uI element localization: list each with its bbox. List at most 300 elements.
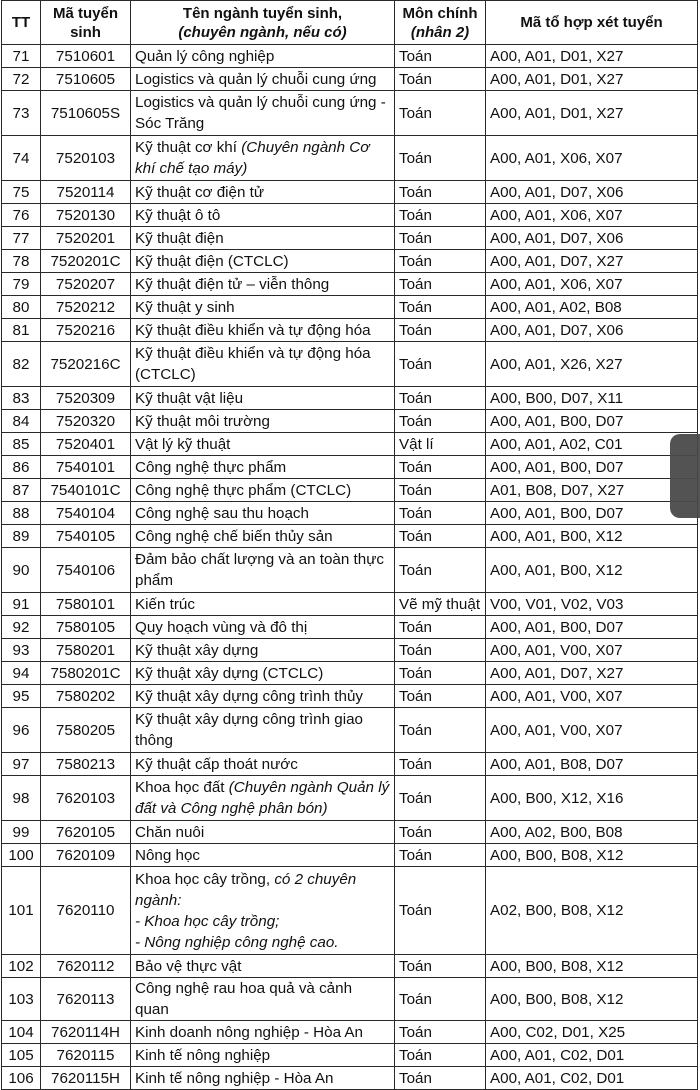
program-name-text: Công nghệ chế biến thủy sản [135, 527, 333, 545]
row-number: 85 [2, 433, 41, 456]
program-name [131, 844, 395, 867]
program-name-line [135, 297, 390, 318]
subject-combinations: A00, A01, A02, C01 [486, 433, 698, 456]
program-name-line [135, 594, 390, 615]
program-name-text: Kỹ thuật môi trường [135, 412, 270, 430]
row-number: 106 [2, 1067, 41, 1090]
table-row [2, 708, 698, 753]
subject-combinations: A00, A01, D07, X27 [486, 250, 698, 273]
admission-code: 7540106 [41, 548, 131, 593]
program-name-line: Sóc Trăng [135, 115, 205, 132]
admission-code: 7580201 [41, 639, 131, 662]
subject-combinations: A00, A01, D07, X06 [486, 227, 698, 250]
main-subject: Vẽ mỹ thuật [395, 593, 486, 616]
program-name [131, 593, 395, 616]
program-name-line [135, 526, 390, 547]
program-name-line: khí chế tạo máy) [135, 160, 248, 177]
subject-combinations: A00, A01, X26, X27 [486, 342, 698, 387]
main-subject: Toán [395, 844, 486, 867]
table-row [2, 250, 698, 273]
program-name-text: Chăn nuôi [135, 823, 205, 841]
program-name-note: (Chuyên ngành Cơ [241, 139, 370, 156]
admission-code: 7620110 [41, 867, 131, 955]
row-number: 105 [2, 1044, 41, 1067]
table-row [2, 91, 698, 136]
header-tt: TT [2, 1, 41, 45]
program-name-line: - Nông nghiệp công nghệ cao. [135, 933, 339, 951]
program-name-text: Công nghệ thực phẩm (CTCLC) [135, 481, 352, 499]
row-number: 84 [2, 410, 41, 433]
admission-code: 7580205 [41, 708, 131, 753]
program-name-text: Kỹ thuật điều khiển và tự động hóa [135, 345, 371, 362]
program-name-line: đất và Công nghệ phân bón) [135, 800, 328, 817]
main-subject: Toán [395, 136, 486, 181]
main-subject: Toán [395, 867, 486, 955]
program-name [131, 68, 395, 91]
main-subject: Toán [395, 685, 486, 708]
program-name [131, 821, 395, 844]
row-number: 101 [2, 867, 41, 955]
program-name-text: Kinh tế nông nghiệp - Hòa An [135, 1069, 334, 1087]
row-number: 104 [2, 1021, 41, 1044]
main-subject: Toán [395, 1021, 486, 1044]
row-number: 92 [2, 616, 41, 639]
program-name-text: Công nghệ thực phẩm [135, 458, 287, 476]
header-code: Mã tuyển sinh [41, 1, 131, 45]
program-name-note: có 2 chuyên [274, 870, 357, 888]
program-name [131, 250, 395, 273]
row-number: 91 [2, 593, 41, 616]
subject-combinations: A01, B08, D07, X27 [486, 479, 698, 502]
admission-code: 7620114H [41, 1021, 131, 1044]
admission-code: 7520216C [41, 342, 131, 387]
admission-code: 7520103 [41, 136, 131, 181]
admission-code: 7580213 [41, 753, 131, 776]
admission-code: 7510605 [41, 68, 131, 91]
main-subject: Toán [395, 319, 486, 342]
row-number: 95 [2, 685, 41, 708]
admission-code: 7620109 [41, 844, 131, 867]
program-name-text: Khoa học cây trồng, [135, 870, 271, 888]
main-subject: Toán [395, 548, 486, 593]
program-name-line [135, 1068, 390, 1089]
table-row [2, 821, 698, 844]
row-number: 78 [2, 250, 41, 273]
program-name-line [135, 69, 390, 90]
main-subject: Toán [395, 296, 486, 319]
admission-code: 7540105 [41, 525, 131, 548]
main-subject: Toán [395, 639, 486, 662]
row-number: 75 [2, 181, 41, 204]
program-name-text: Kỹ thuật điện [135, 229, 224, 247]
program-name [131, 319, 395, 342]
program-name [131, 296, 395, 319]
subject-combinations: A00, A01, B08, D07 [486, 753, 698, 776]
subject-combinations: A00, B00, B08, X12 [486, 978, 698, 1021]
program-name [131, 502, 395, 525]
main-subject: Toán [395, 479, 486, 502]
subject-combinations: A00, B00, B08, X12 [486, 844, 698, 867]
row-number: 93 [2, 639, 41, 662]
row-number: 96 [2, 708, 41, 753]
subject-combinations: A00, A01, V00, X07 [486, 685, 698, 708]
admission-code: 7540104 [41, 502, 131, 525]
main-subject: Toán [395, 708, 486, 753]
subject-combinations: A00, B00, D07, X11 [486, 387, 698, 410]
main-subject: Toán [395, 250, 486, 273]
program-name [131, 227, 395, 250]
row-number: 86 [2, 456, 41, 479]
program-name-text: Kỹ thuật ô tô [135, 206, 221, 224]
table-row [2, 342, 698, 387]
subject-combinations: A00, A01, D07, X27 [486, 662, 698, 685]
admission-code: 7520114 [41, 181, 131, 204]
program-name-text: Kỹ thuật cấp thoát nước [135, 755, 298, 773]
program-name-text: Kiến trúc [135, 595, 195, 613]
program-name-line [135, 663, 390, 684]
admission-code: 7520130 [41, 204, 131, 227]
program-name-line [135, 956, 390, 977]
program-name-line [135, 549, 390, 570]
program-name [131, 456, 395, 479]
program-name-line [135, 617, 390, 638]
table-row [2, 479, 698, 502]
program-name-text: Kỹ thuật điện (CTCLC) [135, 252, 289, 270]
main-subject: Toán [395, 456, 486, 479]
admission-code: 7540101 [41, 456, 131, 479]
subject-combinations: A00, A01, C02, D01 [486, 1044, 698, 1067]
subject-combinations: A00, A01, X06, X07 [486, 273, 698, 296]
row-number: 102 [2, 955, 41, 978]
program-name [131, 1021, 395, 1044]
admission-code: 7520207 [41, 273, 131, 296]
program-name [131, 685, 395, 708]
main-subject: Toán [395, 45, 486, 68]
program-name-text: Kỹ thuật xây dựng [135, 641, 259, 659]
row-number: 81 [2, 319, 41, 342]
program-name [131, 753, 395, 776]
admission-code: 7580201C [41, 662, 131, 685]
table-row [2, 273, 698, 296]
admission-code: 7620113 [41, 978, 131, 1021]
table-row [2, 548, 698, 593]
admission-code: 7620103 [41, 776, 131, 821]
row-number: 74 [2, 136, 41, 181]
row-number: 76 [2, 204, 41, 227]
program-name [131, 776, 395, 821]
program-name-text: Quy hoạch vùng và đô thị [135, 618, 308, 636]
program-name-line [135, 434, 390, 455]
program-name-line [135, 92, 390, 113]
row-number: 103 [2, 978, 41, 1021]
program-name-line: phẩm [135, 572, 173, 589]
table-row [2, 662, 698, 685]
subject-combinations: A00, A01, D01, X27 [486, 45, 698, 68]
program-name [131, 342, 395, 387]
program-name-text: Kỹ thuật điện tử – viễn thông [135, 275, 330, 293]
program-name-line [135, 1022, 390, 1043]
program-name-line [135, 686, 390, 707]
program-name-line [135, 274, 390, 295]
main-subject: Vật lí [395, 433, 486, 456]
program-name-line: - Khoa học cây trồng; [135, 912, 280, 930]
admission-code: 7510605S [41, 91, 131, 136]
program-name-text: Công nghệ sau thu hoạch [135, 504, 309, 522]
table-row [2, 433, 698, 456]
row-number: 73 [2, 91, 41, 136]
program-name-line [135, 754, 390, 775]
program-name [131, 1067, 395, 1090]
program-name-text: Khoa học đất [135, 779, 225, 796]
main-subject: Toán [395, 68, 486, 91]
row-number: 94 [2, 662, 41, 685]
program-name-line: thông [135, 732, 174, 749]
subject-combinations: A00, A01, D01, X27 [486, 91, 698, 136]
table-header-row [2, 1, 698, 45]
header-subject: Môn chính (nhân 2) [395, 1, 486, 45]
main-subject: Toán [395, 91, 486, 136]
admission-code: 7510601 [41, 45, 131, 68]
table-row [2, 296, 698, 319]
table-row [2, 387, 698, 410]
table-row [2, 955, 698, 978]
admission-code: 7620115 [41, 1044, 131, 1067]
program-name-text: Đảm bảo chất lượng và an toàn thực [135, 551, 384, 568]
program-name-text: Quản lý công nghiệp [135, 47, 275, 65]
program-name-line [135, 388, 390, 409]
program-name [131, 616, 395, 639]
program-name-line [135, 777, 390, 798]
row-number: 89 [2, 525, 41, 548]
table-row [2, 204, 698, 227]
program-name-text: Logistics và quản lý chuỗi cung ứng - [135, 94, 386, 111]
program-name-text: Kỹ thuật y sinh [135, 298, 235, 316]
program-name-line [135, 320, 390, 341]
table-row [2, 181, 698, 204]
subject-combinations: A00, A01, B00, D07 [486, 410, 698, 433]
table-row [2, 867, 698, 955]
program-name [131, 525, 395, 548]
row-number: 82 [2, 342, 41, 387]
admission-code: 7520216 [41, 319, 131, 342]
row-number: 97 [2, 753, 41, 776]
admission-code: 7580101 [41, 593, 131, 616]
main-subject: Toán [395, 342, 486, 387]
program-name-line [135, 978, 390, 1020]
program-name [131, 867, 395, 955]
program-name-line [135, 182, 390, 203]
program-name [131, 708, 395, 753]
program-name-text: Bảo vệ thực vật [135, 957, 242, 975]
row-number: 72 [2, 68, 41, 91]
subject-combinations: A00, A02, B00, B08 [486, 821, 698, 844]
program-name-line [135, 503, 390, 524]
subject-combinations: A00, A01, B00, X12 [486, 548, 698, 593]
program-name [131, 204, 395, 227]
program-name-text: Kỹ thuật cơ điện tử [135, 183, 265, 201]
subject-combinations: A00, A01, A02, B08 [486, 296, 698, 319]
admission-code: 7620115H [41, 1067, 131, 1090]
program-name-line [135, 251, 390, 272]
main-subject: Toán [395, 1044, 486, 1067]
program-name-line [135, 640, 390, 661]
table-row [2, 1044, 698, 1067]
subject-combinations: V00, V01, V02, V03 [486, 593, 698, 616]
program-name [131, 479, 395, 502]
table-row [2, 1021, 698, 1044]
program-name-line [135, 411, 390, 432]
main-subject: Toán [395, 410, 486, 433]
subject-combinations: A02, B00, B08, X12 [486, 867, 698, 955]
table-row [2, 502, 698, 525]
row-number: 71 [2, 45, 41, 68]
main-subject: Toán [395, 616, 486, 639]
table-row [2, 685, 698, 708]
program-name [131, 181, 395, 204]
program-name-line [135, 343, 390, 364]
table-row [2, 227, 698, 250]
admission-code: 7520320 [41, 410, 131, 433]
admission-code: 7580202 [41, 685, 131, 708]
main-subject: Toán [395, 273, 486, 296]
table-row [2, 456, 698, 479]
admission-code: 7520201C [41, 250, 131, 273]
table-row [2, 1067, 698, 1090]
table-row [2, 753, 698, 776]
program-name-line [135, 709, 390, 730]
program-name-line [135, 228, 390, 249]
table-row [2, 136, 698, 181]
row-number: 83 [2, 387, 41, 410]
admission-code: 7520212 [41, 296, 131, 319]
admission-code: 7520401 [41, 433, 131, 456]
subject-combinations: A00, A01, C02, D01 [486, 1067, 698, 1090]
subject-combinations: A00, A01, V00, X07 [486, 639, 698, 662]
program-name-line [135, 457, 390, 478]
table-row [2, 410, 698, 433]
program-name [131, 410, 395, 433]
main-subject: Toán [395, 525, 486, 548]
admission-code: 7520201 [41, 227, 131, 250]
program-name [131, 433, 395, 456]
table-row [2, 978, 698, 1021]
main-subject: Toán [395, 821, 486, 844]
main-subject: Toán [395, 955, 486, 978]
program-name-line [135, 1045, 390, 1066]
main-subject: Toán [395, 502, 486, 525]
table-row [2, 45, 698, 68]
subject-combinations: A00, A01, D01, X27 [486, 68, 698, 91]
main-subject: Toán [395, 776, 486, 821]
main-subject: Toán [395, 662, 486, 685]
program-name-text: Kỹ thuật cơ khí [135, 139, 237, 156]
row-number: 80 [2, 296, 41, 319]
program-name [131, 45, 395, 68]
header-name: Tên ngành tuyển sinh, (chuyên ngành, nếu có) [131, 1, 395, 45]
admission-code: 7520309 [41, 387, 131, 410]
subject-combinations: A00, B00, X12, X16 [486, 776, 698, 821]
table-row [2, 593, 698, 616]
main-subject: Toán [395, 753, 486, 776]
admission-code: 7620105 [41, 821, 131, 844]
subject-combinations: A00, A01, V00, X07 [486, 708, 698, 753]
subject-combinations: A00, A01, X06, X07 [486, 204, 698, 227]
program-name [131, 91, 395, 136]
table-row [2, 525, 698, 548]
program-name-text: Kỹ thuật xây dựng (CTCLC) [135, 664, 324, 682]
main-subject: Toán [395, 978, 486, 1021]
program-name [131, 978, 395, 1021]
table-row [2, 68, 698, 91]
table-row [2, 639, 698, 662]
table-body [2, 45, 698, 1090]
header-combo: Mã tổ hợp xét tuyển [486, 1, 698, 45]
admissions-table [1, 0, 698, 1090]
program-name [131, 548, 395, 593]
subject-combinations: A00, B00, B08, X12 [486, 955, 698, 978]
side-scroll-handle[interactable] [670, 434, 700, 518]
program-name-text: Kỹ thuật vật liệu [135, 389, 244, 407]
program-name-line [135, 845, 390, 866]
program-name-line [135, 137, 390, 158]
row-number: 87 [2, 479, 41, 502]
program-name-text: Kinh doanh nông nghiệp - Hòa An [135, 1023, 363, 1041]
main-subject: Toán [395, 227, 486, 250]
subject-combinations: A00, C02, D01, X25 [486, 1021, 698, 1044]
program-name-line: ngành: [135, 891, 182, 909]
program-name-line [135, 822, 390, 843]
admission-code: 7620112 [41, 955, 131, 978]
program-name-line [135, 46, 390, 67]
main-subject: Toán [395, 204, 486, 227]
program-name [131, 639, 395, 662]
subject-combinations: A00, A01, D07, X06 [486, 181, 698, 204]
main-subject: Toán [395, 387, 486, 410]
row-number: 90 [2, 548, 41, 593]
program-name-line: (CTCLC) [135, 366, 196, 383]
table-row [2, 319, 698, 342]
program-name-text: Kỹ thuật xây dựng công trình giao [135, 711, 363, 728]
program-name-text: Vật lý kỹ thuật [135, 435, 231, 453]
program-name-line [135, 480, 390, 501]
program-name [131, 662, 395, 685]
program-name [131, 273, 395, 296]
program-name-text: Công nghệ rau hoa quả và cảnh quan [135, 980, 353, 1018]
subject-combinations: A00, A01, B00, X12 [486, 525, 698, 548]
subject-combinations: A00, A01, X06, X07 [486, 136, 698, 181]
program-name-text: Kỹ thuật điều khiển và tự động hóa [135, 321, 371, 339]
row-number: 100 [2, 844, 41, 867]
program-name [131, 136, 395, 181]
subject-combinations: A00, A01, B00, D07 [486, 456, 698, 479]
admission-code: 7540101C [41, 479, 131, 502]
program-name-line [135, 869, 390, 890]
subject-combinations: A00, A01, B00, D07 [486, 616, 698, 639]
program-name-text: Nông học [135, 846, 201, 864]
subject-combinations: A00, A01, D07, X06 [486, 319, 698, 342]
program-name-line [135, 205, 390, 226]
program-name [131, 955, 395, 978]
row-number: 88 [2, 502, 41, 525]
table-row [2, 776, 698, 821]
program-name-text: Kỹ thuật xây dựng công trình thủy [135, 687, 363, 705]
admission-code: 7580105 [41, 616, 131, 639]
row-number: 77 [2, 227, 41, 250]
row-number: 79 [2, 273, 41, 296]
main-subject: Toán [395, 1067, 486, 1090]
row-number: 98 [2, 776, 41, 821]
table-row [2, 844, 698, 867]
